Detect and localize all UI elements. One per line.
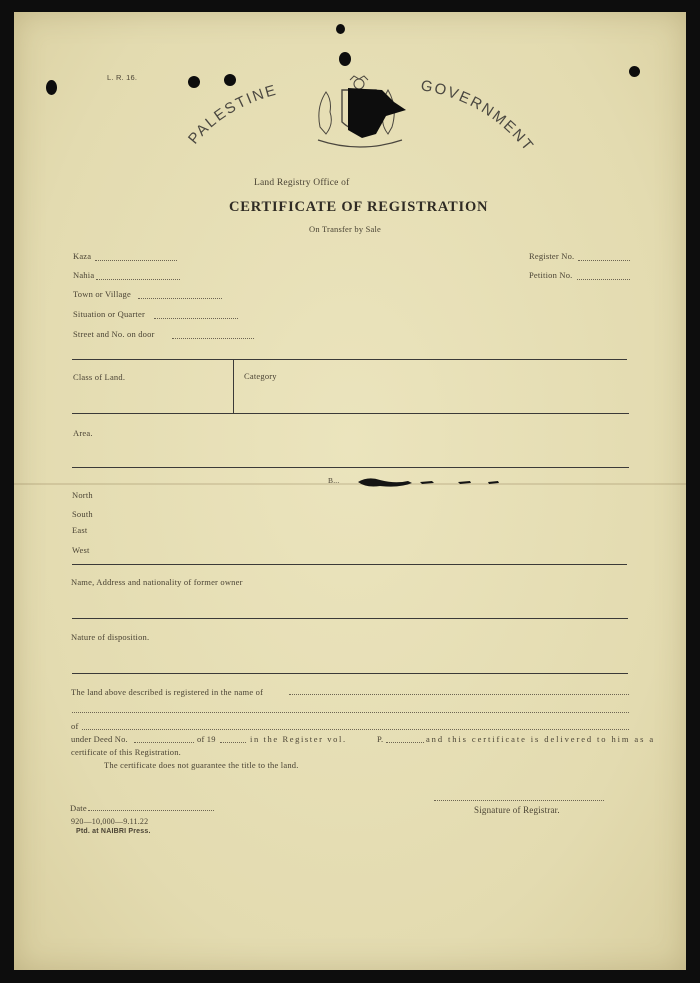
boundaries-label: B... bbox=[328, 476, 340, 485]
date-label: Date bbox=[70, 803, 87, 813]
divider-line bbox=[72, 413, 629, 414]
certificate-paper bbox=[14, 12, 686, 970]
register-vol-label: in the Register vol. bbox=[250, 734, 347, 744]
print-code: 920—10,000—9.11.22 bbox=[71, 817, 149, 826]
street-line bbox=[172, 338, 254, 339]
register-no-label: Register No. bbox=[529, 251, 575, 261]
date-line bbox=[88, 810, 214, 811]
torn-damage bbox=[340, 474, 510, 490]
coat-of-arms-emblem bbox=[312, 72, 408, 154]
punch-hole bbox=[46, 80, 57, 95]
nahia-label: Nahia bbox=[73, 270, 95, 280]
west-label: West bbox=[72, 545, 90, 555]
situation-label: Situation or Quarter bbox=[73, 309, 145, 319]
land-registry-office: Land Registry Office of bbox=[254, 178, 350, 188]
certificate-subtitle: On Transfer by Sale bbox=[309, 224, 382, 234]
registered-name-text: The land above described is registered in the name of bbox=[71, 687, 264, 697]
category-label: Category bbox=[244, 371, 277, 381]
town-label: Town or Village bbox=[73, 289, 131, 299]
of-line bbox=[82, 729, 629, 730]
page-label: P. bbox=[377, 734, 384, 744]
class-of-land-label: Class of Land. bbox=[73, 372, 126, 382]
former-owner-label: Name, Address and nationality of former owner bbox=[71, 577, 243, 587]
east-label: East bbox=[72, 525, 88, 535]
situation-line bbox=[154, 318, 238, 319]
certificate-title: CERTIFICATE OF REGISTRATION bbox=[229, 199, 489, 215]
street-label: Street and No. on door bbox=[73, 329, 155, 339]
north-label: North bbox=[72, 490, 93, 500]
deed-no-line bbox=[134, 742, 194, 743]
of-19-label: of 19 bbox=[197, 734, 216, 744]
punch-hole bbox=[339, 52, 351, 66]
signature-line bbox=[434, 800, 604, 801]
column-divider bbox=[233, 359, 234, 413]
punch-hole bbox=[336, 24, 345, 34]
signature-label: Signature of Registrar. bbox=[474, 805, 560, 815]
divider-line bbox=[72, 359, 627, 360]
certificate-of-text: certificate of this Registration. bbox=[71, 747, 181, 757]
of-label: of bbox=[71, 721, 79, 731]
delivered-text: and this certificate is delivered to him as a bbox=[426, 734, 656, 744]
petition-no-label: Petition No. bbox=[529, 270, 573, 280]
registered-name-line bbox=[289, 694, 629, 695]
guarantee-text: The certificate does not guarantee the title to the land. bbox=[104, 760, 299, 770]
petition-no-line bbox=[577, 279, 630, 280]
register-no-line bbox=[578, 260, 630, 261]
nahia-line bbox=[96, 279, 180, 280]
divider-line bbox=[72, 618, 628, 619]
punch-hole bbox=[629, 66, 640, 77]
press-imprint: Ptd. at NAIBRI Press. bbox=[76, 828, 151, 835]
government-arc-text: GOVERNMENT bbox=[419, 80, 538, 156]
south-label: South bbox=[72, 509, 93, 519]
town-line bbox=[138, 298, 222, 299]
palestine-arc-text: PALESTINE bbox=[185, 81, 280, 148]
divider-line bbox=[72, 673, 628, 674]
kaza-label: Kaza bbox=[73, 251, 92, 261]
kaza-line bbox=[95, 260, 177, 261]
year-line bbox=[220, 742, 246, 743]
registered-name-line-2 bbox=[72, 712, 629, 713]
under-deed-label: under Deed No. bbox=[71, 734, 128, 744]
header-arc-right bbox=[410, 80, 540, 160]
form-number: L. R. 16. bbox=[107, 73, 138, 82]
divider-line bbox=[72, 564, 627, 565]
divider-line bbox=[72, 467, 629, 468]
area-label: Area. bbox=[73, 428, 93, 438]
header-arc-left bbox=[180, 80, 330, 160]
page-line bbox=[386, 742, 424, 743]
disposition-label: Nature of disposition. bbox=[71, 632, 150, 642]
